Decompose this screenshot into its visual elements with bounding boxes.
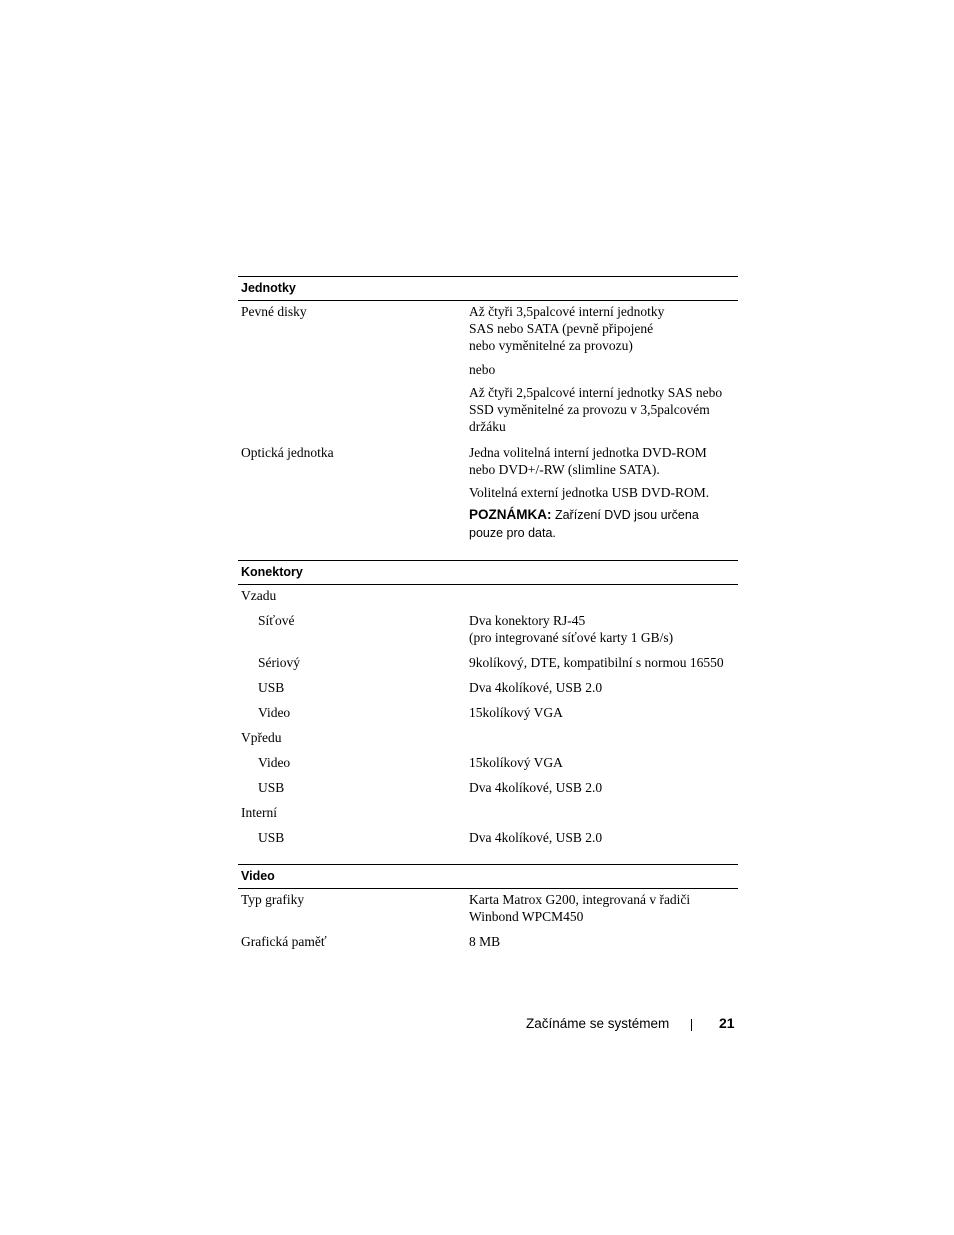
note-text-line-1: Zařízení DVD jsou určena: [551, 508, 699, 522]
video-type-value-line-2: Winbond WPCM450: [469, 909, 584, 924]
connector-value: Dva 4kolíkové, USB 2.0: [469, 680, 603, 695]
footer-title: Začínáme se systémem: [526, 1016, 670, 1031]
front-group-label: Vpředu: [241, 730, 282, 745]
footer-separator: [691, 1019, 692, 1031]
section-title-drives: Jednotky: [241, 281, 296, 295]
connector-value: Dva konektory RJ-45: [469, 613, 586, 628]
note: [469, 506, 699, 524]
back-group-label: Vzadu: [241, 588, 277, 603]
video-type-value-line-1: Karta Matrox G200, integrovaná v řadiči: [469, 892, 691, 907]
connector-value: (pro integrované síťové karty 1 GB/s): [469, 630, 674, 645]
hdd-alt-line-1: Až čtyři 2,5palcové interní jednotky SAS nebo: [469, 385, 723, 400]
note-label: POZNÁMKA:: [469, 507, 552, 522]
section-header-video: [238, 864, 738, 889]
hdd-alt-line-3: držáku: [469, 419, 506, 434]
section-title-video: Video: [241, 869, 275, 883]
connector-value: 9kolíkový, DTE, kompatibilní s normou 16550: [469, 655, 724, 670]
video-memory-value: 8 MB: [469, 934, 501, 949]
note-text-line-2: pouze pro data.: [469, 526, 556, 540]
connector-label: Sériový: [258, 655, 300, 670]
optical-external: Volitelná externí jednotka USB DVD-ROM.: [469, 485, 710, 500]
page-number: 21: [719, 1015, 735, 1031]
hdd-value-line-3: nebo vyměnitelné za provozu): [469, 338, 633, 353]
optical-value-line-2: nebo DVD+/-RW (slimline SATA).: [469, 462, 660, 477]
hdd-label: Pevné disky: [241, 304, 307, 319]
hdd-value-line-1: Až čtyři 3,5palcové interní jednotky: [469, 304, 665, 319]
hdd-or: nebo: [469, 362, 496, 377]
connector-value: 15kolíkový VGA: [469, 755, 563, 770]
video-type-label: Typ grafiky: [241, 892, 305, 907]
connector-label: Síťové: [258, 613, 295, 628]
hdd-alt-line-2: SSD vyměnitelné za provozu v 3,5palcovém: [469, 402, 710, 417]
section-header-drives: [238, 276, 738, 301]
connector-label: USB: [258, 780, 285, 795]
connector-label: Video: [258, 755, 291, 770]
section-header-connectors: [238, 560, 738, 585]
internal-group-label: Interní: [241, 805, 277, 820]
connector-value: 15kolíkový VGA: [469, 705, 563, 720]
connector-value: Dva 4kolíkové, USB 2.0: [469, 780, 603, 795]
hdd-value-line-2: SAS nebo SATA (pevně připojené: [469, 321, 654, 336]
connector-value: Dva 4kolíkové, USB 2.0: [469, 830, 603, 845]
connector-label: USB: [258, 830, 285, 845]
section-title-connectors: Konektory: [241, 565, 303, 579]
optical-label: Optická jednotka: [241, 445, 334, 460]
video-memory-label: Grafická paměť: [241, 934, 327, 949]
connector-label: USB: [258, 680, 285, 695]
optical-value-line-1: Jedna volitelná interní jednotka DVD-ROM: [469, 445, 707, 460]
connector-label: Video: [258, 705, 291, 720]
